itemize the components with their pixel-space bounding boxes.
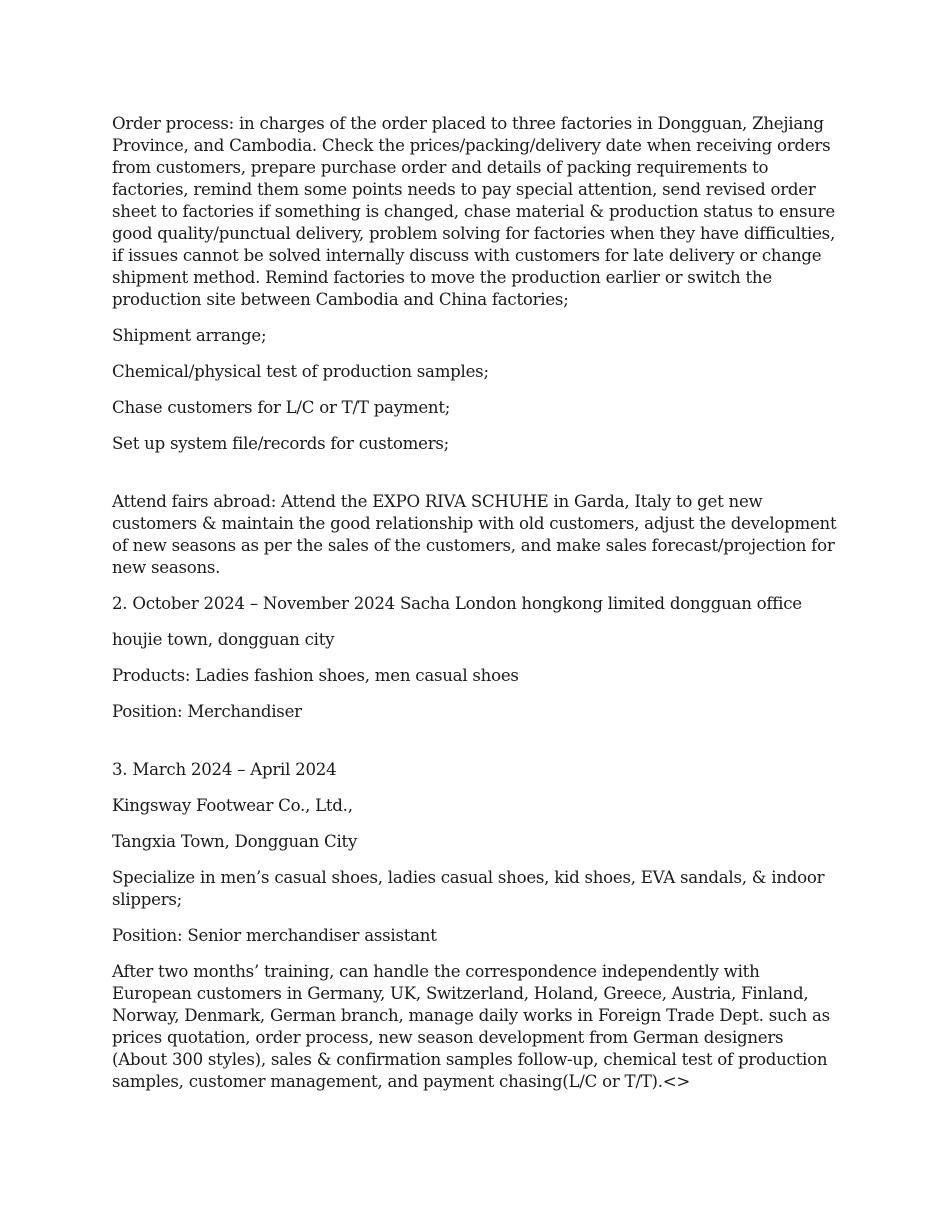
shipment-arrange-line: Shipment arrange; xyxy=(112,326,267,345)
system-file-line: Set up system file/records for customers; xyxy=(112,434,450,453)
chemical-test-line: Chemical/physical test of production samples; xyxy=(112,362,489,381)
job-2-position: Position: Merchandiser xyxy=(112,702,302,721)
blank-line xyxy=(112,469,842,491)
job-3-location: Tangxia Town, Dongguan City xyxy=(112,832,358,851)
document-body xyxy=(112,113,842,1107)
job-2-location: houjie town, dongguan city xyxy=(112,630,335,649)
job-3-duties-paragraph: After two months’ training, can handle the correspondence independently with European customers in Germany, UK, Switzerland, Holand, Greece, Austria, Finland, Norway, Denmark, German branch, manage daily works in Foreign Trade Dept. such as prices quotation, order process, new season development from German designers (About 300 styles), sales & confirmation samples follow-up, chemical test of production samples, customer management, and payment chasing(L/C or T/T).<> xyxy=(112,962,830,1091)
job-3-position: Position: Senior merchandiser assistant xyxy=(112,926,437,945)
job-2-heading: 2. October 2024 – November 2024 Sacha London hongkong limited dongguan office xyxy=(112,594,802,613)
job-3-heading: 3. March 2024 – April 2024 xyxy=(112,760,337,779)
job-3-company: Kingsway Footwear Co., Ltd., xyxy=(112,796,353,815)
order-process-paragraph: Order process: in charges of the order placed to three factories in Dongguan, Zhejiang Province, and Cambodia. Check the prices/packing/delivery date when receiving orders from customers, prepare purchase order and details of packing requirements to factories, remind them some points needs to pay special attention, send revised order sheet to factories if something is changed, chase material & production status to ensure good quality/punctual delivery, problem solving for factories when they have difficulties, if issues cannot be solved internally discuss with customers for late delivery or change shipment method. Remind factories to move the production earlier or switch the production site between Cambodia and China factories; xyxy=(112,114,835,309)
job-2-products: Products: Ladies fashion shoes, men casual shoes xyxy=(112,666,519,685)
blank-line xyxy=(112,737,842,759)
fairs-abroad-paragraph: Attend fairs abroad: Attend the EXPO RIVA SCHUHE in Garda, Italy to get new customers & maintain the good relationship with old customers, adjust the development of new seasons as per the sales of the customers, and make sales forecast/projection for new seasons. xyxy=(112,492,837,577)
job-3-specialization: Specialize in men’s casual shoes, ladies casual shoes, kid shoes, EVA sandals, & indoor slippers; xyxy=(112,868,825,909)
payment-chase-line: Chase customers for L/C or T/T payment; xyxy=(112,398,451,417)
